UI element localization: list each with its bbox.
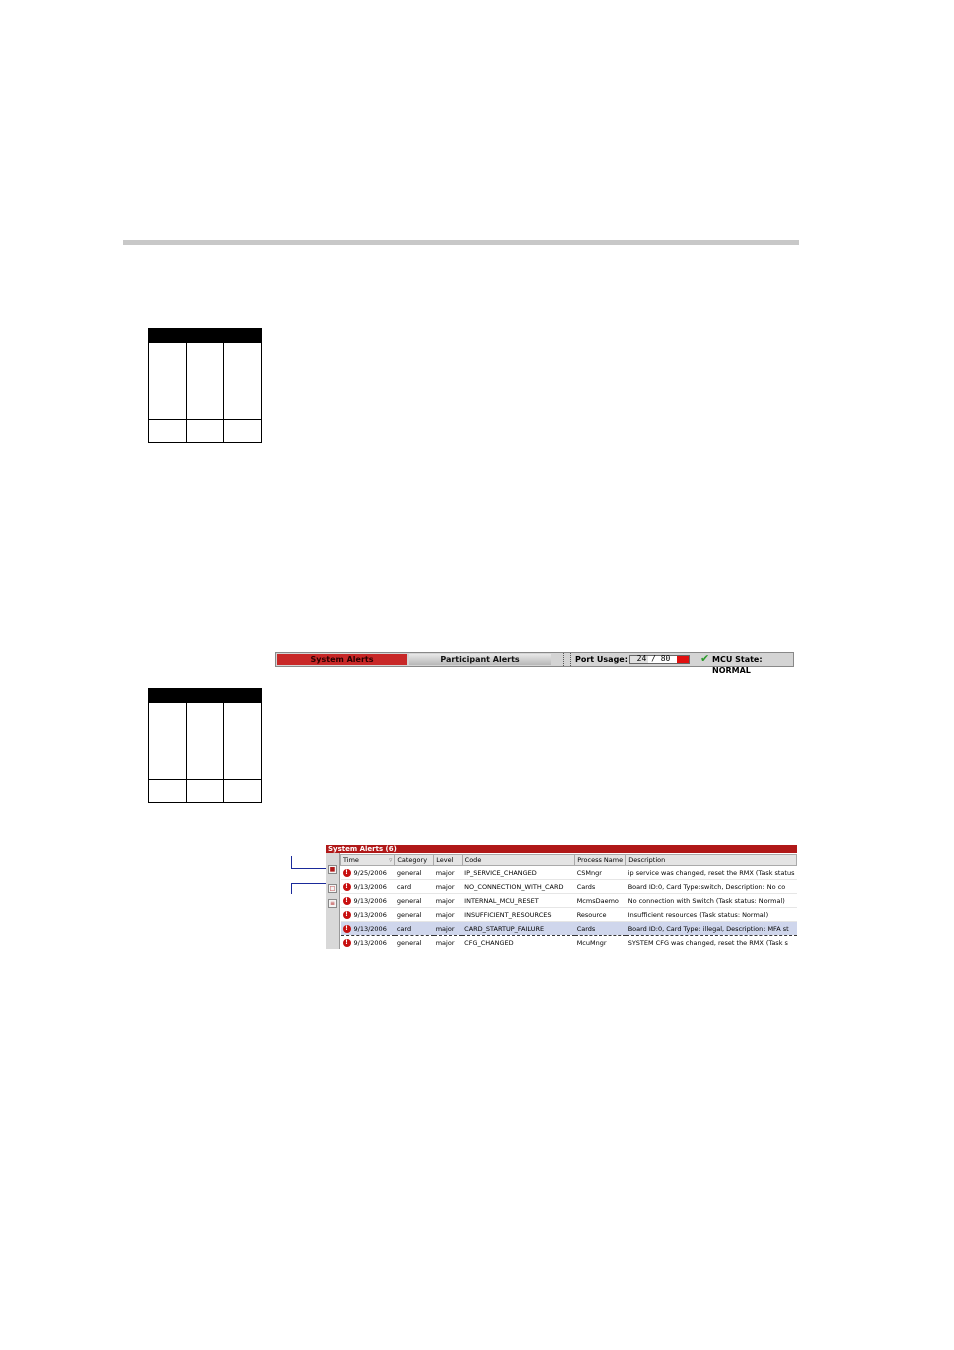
alert-code-cell: CARD_STARTUP_FAILURE [462,922,575,936]
table-header-bar [149,329,261,343]
alert-description-cell: SYSTEM CFG was changed, reset the RMX (Task s [626,936,797,950]
table-row[interactable] [341,880,797,894]
alerts-toolbar [326,853,340,949]
alert-code-cell: IP_SERVICE_CHANGED [462,866,575,880]
alert-description-cell: ip service was changed, reset the RMX (Task status [626,866,797,880]
alert-time-cell: ! 9/13/2006 [341,922,395,936]
table-cell [149,420,187,442]
column-header-description[interactable]: Description [626,855,797,866]
table-cell [187,343,225,419]
alert-process-cell: Cards [575,880,626,894]
column-header-code[interactable]: Code [462,855,575,866]
alert-category-cell: general [395,936,434,950]
table-header-bar [149,689,261,703]
alert-time-cell: ! 9/13/2006 [341,880,395,894]
system-alerts-panel [326,845,797,949]
alert-process-cell: Cards [575,922,626,936]
error-icon: ! [343,939,351,947]
table-body-row [149,703,261,780]
alert-code-cell: INSUFFICIENT_RESOURCES [462,908,575,922]
alert-code-cell: INTERNAL_MCU_RESET [462,894,575,908]
port-usage-limit-marker [677,656,689,663]
table-cell [187,780,225,802]
header-rule [123,240,799,245]
alert-process-cell: McmsDaemo [575,894,626,908]
table-cell [224,343,261,419]
empty-table-top [148,328,262,443]
table-row[interactable] [341,908,797,922]
table-cell [187,703,225,779]
callout-line [291,883,292,894]
table-cell [149,780,187,802]
alerts-table [340,854,797,949]
alert-level-cell: major [434,908,462,922]
column-header-process-name[interactable]: Process Name [575,855,626,866]
error-icon: ! [343,869,351,877]
table-footer-row [149,780,261,802]
alert-category-cell: card [395,922,434,936]
alert-process-cell: CSMngr [575,866,626,880]
alert-code-cell: NO_CONNECTION_WITH_CARD [462,880,575,894]
alerts-panel-title: System Alerts (6) [326,845,797,853]
mcu-state-label: MCU State: NORMAL [712,655,763,675]
table-cell [149,343,187,419]
alert-description-cell: Board ID:0, Card Type:switch, Description: No co [626,880,797,894]
alert-code-cell: CFG_CHANGED [462,936,575,950]
alert-process-cell: McuMngr [575,936,626,950]
participant-alerts-tab[interactable]: Participant Alerts [409,654,551,665]
alert-process-cell: Resource [575,908,626,922]
table-cell [187,420,225,442]
alert-level-cell: major [434,936,462,950]
document-icon[interactable]: □ [329,885,336,892]
alert-level-cell: major [434,894,462,908]
list-icon[interactable]: ≡ [329,900,336,907]
checkmark-icon: ✔ [700,652,710,665]
error-icon: ! [343,897,351,905]
table-body-row [149,343,261,420]
empty-table-bottom [148,688,262,803]
table-cell [224,703,261,779]
column-header-category[interactable]: Category [395,855,434,866]
alert-time-cell: ! 9/13/2006 [341,908,395,922]
alert-description-cell: No connection with Switch (Task status: Normal) [626,894,797,908]
alert-level-cell: major [434,922,462,936]
column-header-level[interactable]: Level [434,855,462,866]
status-bar-separator [563,653,571,666]
port-usage-bar [629,655,690,664]
error-icon: ! [343,883,351,891]
table-cell [224,420,261,442]
table-row-selected[interactable] [341,922,797,936]
alert-category-cell: card [395,880,434,894]
alert-category-cell: general [395,894,434,908]
table-cell [224,780,261,802]
alert-time-cell: ! 9/25/2006 [341,866,395,880]
alert-category-cell: general [395,908,434,922]
table-row[interactable] [341,894,797,908]
export-icon[interactable]: ■ [329,866,336,873]
port-usage-label: Port Usage: [575,655,628,664]
alert-description-cell: Insufficient resources (Task status: Normal) [626,908,797,922]
table-cell [149,703,187,779]
table-footer-row [149,420,261,442]
error-icon: ! [343,911,351,919]
alerts-header-row [341,855,797,866]
alert-level-cell: major [434,880,462,894]
system-alerts-tab[interactable]: System Alerts [277,654,407,665]
column-header-time[interactable]: Time ▿ [341,855,395,866]
alert-category-cell: general [395,866,434,880]
alert-time-cell: ! 9/13/2006 [341,936,395,950]
sort-arrow-icon: ▿ [389,856,393,864]
status-bar [275,652,794,675]
callout-line [291,856,292,868]
table-row[interactable] [341,936,797,950]
port-usage-value: 24 / 80 [636,654,671,663]
table-row[interactable] [341,866,797,880]
alert-time-cell: ! 9/13/2006 [341,894,395,908]
error-icon: ! [343,925,351,933]
alert-description-cell: Board ID:0, Card Type: illegal, Description: MFA st [626,922,797,936]
alert-level-cell: major [434,866,462,880]
